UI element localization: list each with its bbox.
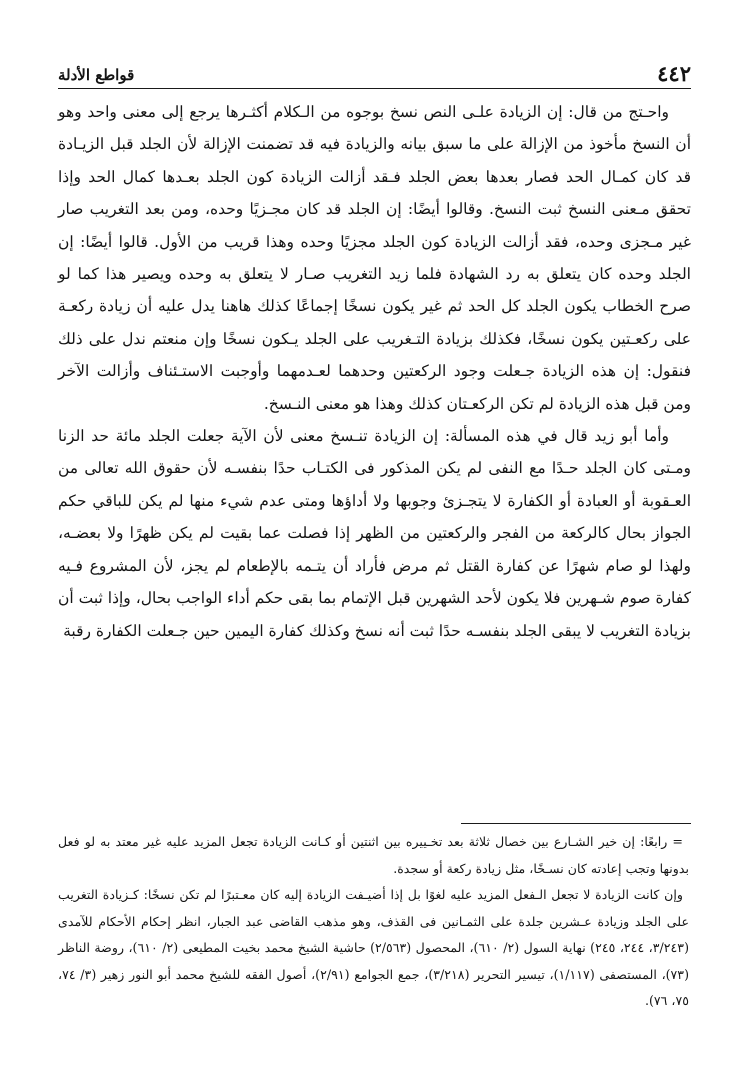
body-paragraph: وأما أبو زيد قال في هذه المسألة: إن الزيادة تنـسخ معنى لأن الآية جعلت الجلد مائة حد الزنا ومـتى كان الجلد حـدًا مع النفى لم يكن المذكور فى الكتـاب حدًا بنفسـه لأن حقوق الله تعالى من العـقوبة أو العبادة أو الكفارة لا يتجـزئ وجوبها ولا أداؤها ومتى عدم شيء منها لم يكن للباقي حكم الجواز بحال كالركعة من الفجر والركعتين من الظهر إذا فصلت عما بقيت لم يكن ظهرًا ولا بعضـه، ولهذا لو صام شهرًا عن كفارة القتل ثم مرض فأراد أن يتـمه بالإطعام لم يجز، لأن المشروع فـيه كفارة صوم شـهرين فلا يكون لأحد الشهرين قبل الإتمام بما بقى حكم أداء الواجب بحال، وإذا ثبت أن بزيادة التغريب لا يبقى الجلد بنفسـه حدًا ثبت أنه نسخ وكذلك كفارة اليمين حين جـعلت الكفارة رقبة bbox=[58, 427, 691, 640]
main-text bbox=[58, 96, 691, 788]
header-rule bbox=[58, 88, 691, 89]
page-number: ٤٤٢ bbox=[657, 61, 691, 86]
footnotes bbox=[58, 829, 689, 1015]
page-header bbox=[58, 58, 691, 86]
footnote-paragraph: = رابعًا: إن خير الشـارع بين خصال ثلاثة بعد تخـييره بين اثنتين أو كـانت الزيادة تجعل المزيد عليه غير معتد به لو فعل بدونها وتجب إعادته كان نسـخًا، مثل زيادة ركعة أو سجدة. bbox=[58, 834, 689, 876]
footnote-separator bbox=[461, 823, 691, 824]
running-title: قواطع الأدلة bbox=[58, 66, 135, 84]
body-paragraph: واحـتج من قال: إن الزيادة علـى النص نسخ بوجوه من الـكلام أكثـرها يرجع إلى معنى واحد وهو أن النسخ مأخوذ من الإزالة على ما سبق بيانه والزيادة فيه قد تضمنت الإزالة لأن الجلد قبل الزيـادة قد كان كمـال الحد فصار بعدها بعض الجلد فـقد أزالت الزيادة كون الجلد بعـدها كمال الحد وإذا تحقق مـعنى النسخ ثبت النسخ. وقالوا أيضًا: إن الجلد قد كان مجـزيًا وحده، ومن بعد التغريب صار غير مـجزى وحده، فقد أزالت الزيادة كون الجلد مجزيًا وحده وهذا قريب من الأول. قالوا أيضًا: إن الجلد وحده كان يتعلق به رد الشهادة فلما زيد التغريب صـار لا يتعلق به وحده ويصير هذا كما لو صرح الخطاب يكون الجلد كل الحد ثم غير يكون نسخًا إجماعًا كذلك هاهنا يدل عليه أن زيادة ركعـة على ركعـتين يكون نسخًا، فكذلك بزيادة التـغريب على الجلد يـكون نسخًا وإن منعتم ندل على ذلك فنقول: إن هذه الزيادة جـعلت وجود الركعتين وحدهما لعـدمهما وأوجبت الاستـئناف وأزالت الآخر ومن قبل هذه الزيادة لم تكن الركعـتان كذلك وهذا هو معنى النـسخ. bbox=[58, 103, 691, 413]
footnote-paragraph: وإن كانت الزيادة لا تجعل الـفعل المزيد عليه لغوًا بل إذا أضيـفت الزيادة إليه كان معـتبرًا لم تكن نسخًا: كـزيادة التغريب على الجلد وزيادة عـشرين جلدة على الثمـانين فى القذف، وهو مذهب القاضى عبد الجبار، انظر إحكام الأحكام للآمدى (٣/٢٤٣، ٢٤٤، ٢٤٥) نهاية السول (٢/ ٦١٠)، المحصول (٢/٥٦٣) حاشية الشيخ محمد بخيت المطيعى (٢/ ٦١٠)، روضة الناظر (٧٣)، المستصفى (١/١١٧)، تيسير التحرير (٣/٢١٨)، جمع الجوامع (٢/٩١)، أصول الفقه للشيخ محمد أبو النور زهير (٣/ ٧٤، ٧٥، ٧٦). bbox=[58, 887, 689, 1008]
